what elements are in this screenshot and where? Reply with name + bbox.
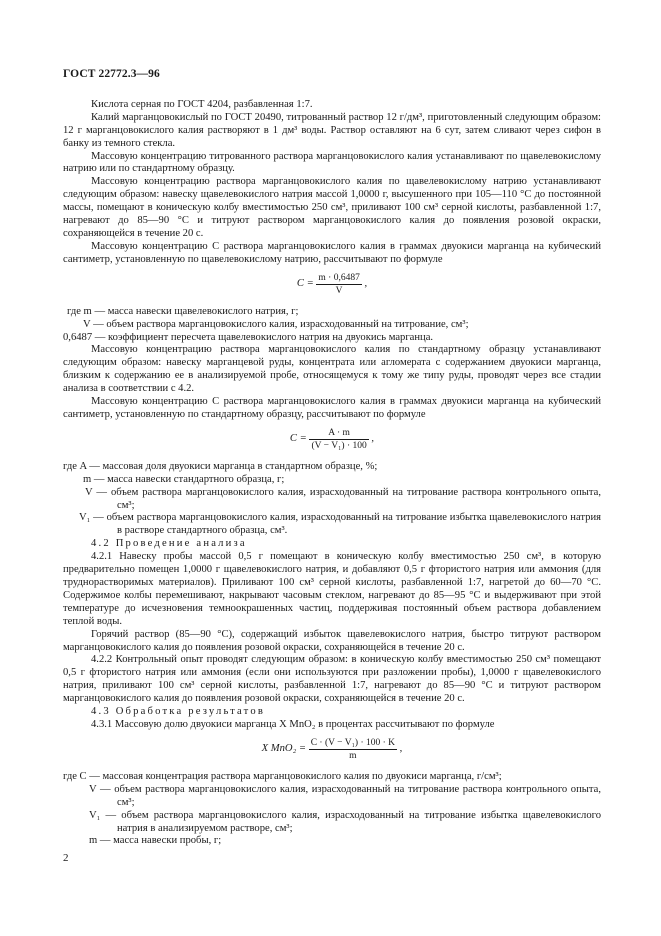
formula-lhs: X MnO₂ = <box>261 742 307 754</box>
definition-item: где C — массовая концентрация раствора марганцовокислого калия по двуокиси марганца, г/см³; <box>63 770 502 782</box>
section-heading-4-2: 4.2 Проведение анализа <box>91 538 247 550</box>
paragraph: Горячий раствор (85—90 °С), содержащий избыток щавелевокислого натрия, быстро титруют раствором марганцовокислого калия до появления розовой окраски, сохраняющейся в течение 20 с. <box>63 628 601 653</box>
formula-tail: , <box>364 277 368 289</box>
formula-denominator: V <box>335 285 343 296</box>
formula-numerator: A · m <box>309 427 368 440</box>
formula-fraction <box>309 737 397 762</box>
formula-lhs: C = <box>296 277 314 289</box>
definition-item: V — объем раствора марганцовокислого калия, израсходованный на титрование раствора контрольного опыта, см³; <box>89 783 601 808</box>
paragraph: Кислота серная по ГОСТ 4204, разбавленная 1:7. <box>91 98 313 110</box>
formula-tail: , <box>371 432 375 444</box>
formula-denominator: m <box>349 750 357 761</box>
definition-item: V₁ — объем раствора марганцовокислого калия, израсходованный на титрование избытка щавелевокислого натрия в анализируемом растворе, см³; <box>89 809 601 834</box>
definition-item: m — масса навески пробы, г; <box>89 835 222 847</box>
paragraph: 4.2.1 Навеску пробы массой 0,5 г помещают в коническую колбу вместимостью 250 см³, в которую предварительно помещен 1,0000 г щавелевокислого натрия, и добавляют 0,5 г фтористого натрия или аммония (для труднорастворимых материалов). Приливают 100 см³ серной кислоты, разбавленной 1:7, нагретой до 60—70 °С. Содержимое колбы перемешивают, накрывают часовым стеклом, нагревают до 85—95 °С и выдерживают при этой температуре до исчезновения темноокрашенных частиц, поддерживая постоянный объем раствора добавлением теплой воды. <box>63 551 601 627</box>
formula-tail: , <box>399 742 403 754</box>
definition-item: где m — масса навески щавелевокислого натрия, г; <box>67 305 299 317</box>
definition-item: V₁ — объем раствора марганцовокислого калия, израсходованный на титрование избытка щавелевокислого натрия в растворе стандартного образца, см³. <box>79 512 601 537</box>
formula-concentration-standard <box>63 427 601 455</box>
paragraph: Калий марганцовокислый по ГОСТ 20490, титрованный раствор 12 г/дм³, приготовленный следующим образом: 12 г марганцовокислого калия растворяют в 1 дм³ воды. Раствор оставляют на 6 сут, затем сливают через сифон в банку из темного стекла. <box>63 111 601 149</box>
formula-mno2-fraction <box>63 737 601 765</box>
section-heading-4-3: 4.3 Обработка результатов <box>91 706 266 718</box>
formula-fraction <box>316 272 361 297</box>
definition-item: где A — массовая доля двуокиси марганца в стандартном образце, %; <box>63 460 378 472</box>
paragraph: Массовую концентрацию С раствора марганцовокислого калия в граммах двуокиси марганца на кубический сантиметр, установленную по стандартному образцу, рассчитывают по формуле <box>63 396 601 420</box>
formula-fraction <box>309 427 368 452</box>
definition-item: m — масса навески стандартного образца, г; <box>83 473 285 485</box>
paragraph: Массовую концентрацию раствора марганцовокислого калия по щавелевокислому натрию устанавливают следующим образом: навеску щавелевокислого натрия массой 1,0000 г, высушенного при 105—110 °С до постоянной массы, помещают в коническую колбу вместимостью 250 см³, приливают 100 см³ серной кислоты, разбавленной 1:7, нагревают до 85—90 °С и титруют раствором марганцовокислого калия до появления розовой окраски, сохраняющейся в течение 20 с. <box>63 176 601 239</box>
document-page <box>63 68 601 848</box>
definition-item: V — объем раствора марганцовокислого калия, израсходованный на титрование раствора контрольного опыта, см³; <box>85 486 601 511</box>
formula-lhs: C = <box>289 432 307 444</box>
paragraph: Массовую концентрацию титрованного раствора марганцовокислого калия устанавливают по щавелевокислому натрию или по стандартному образцу. <box>63 150 601 175</box>
definition-item: V — объем раствора марганцовокислого калия, израсходованный на титрование, см³; <box>83 318 469 330</box>
formula-concentration-oxalate <box>63 272 601 300</box>
page-number: 2 <box>63 852 69 864</box>
document-header: ГОСТ 22772.3—96 <box>63 68 160 80</box>
formula-numerator: C · (V − V₁) · 100 · K <box>310 737 396 748</box>
paragraph: 4.2.2 Контрольный опыт проводят следующим образом: в коническую колбу вместимостью 250 см³ помещают 0,5 г фтористого натрия или аммония (если они используются при разложении пробы), 1,0000 г щавелевокислого натрия, приливают 100 см³ серной кислоты, разбавленной 1:7, нагревают до 85—90 °С и титруют раствором марганцовокислого калия до появления розовой окраски, сохраняющейся в течение 20 с. <box>63 654 601 705</box>
paragraph: 4.3.1 Массовую долю двуокиси марганца X MnO₂ в процентах рассчитывают по формуле <box>91 718 495 730</box>
formula-denominator: (V − V₁) · 100 <box>311 440 367 451</box>
paragraph: Массовую концентрацию раствора марганцовокислого калия по стандартному образцу устанавливают следующим образом: навеску марганцевой руды, концентрата или агломерата с содержанием двуокиси марганца, близким к содержанию ее в анализируемой пробе, относящемуся к тому же типу руды, проводят через все стадии анализа в соответствии с 4.2. <box>63 344 601 395</box>
definition-item: 0,6487 — коэффициент пересчета щавелевокислого натрия на двуокись марганца. <box>63 331 434 343</box>
paragraph: Массовую концентрацию С раствора марганцовокислого калия в граммах двуокиси марганца на кубический сантиметр, установленную по щавелевокислому натрию, рассчитывают по формуле <box>63 240 601 265</box>
formula-numerator: m · 0,6487 <box>318 272 360 283</box>
